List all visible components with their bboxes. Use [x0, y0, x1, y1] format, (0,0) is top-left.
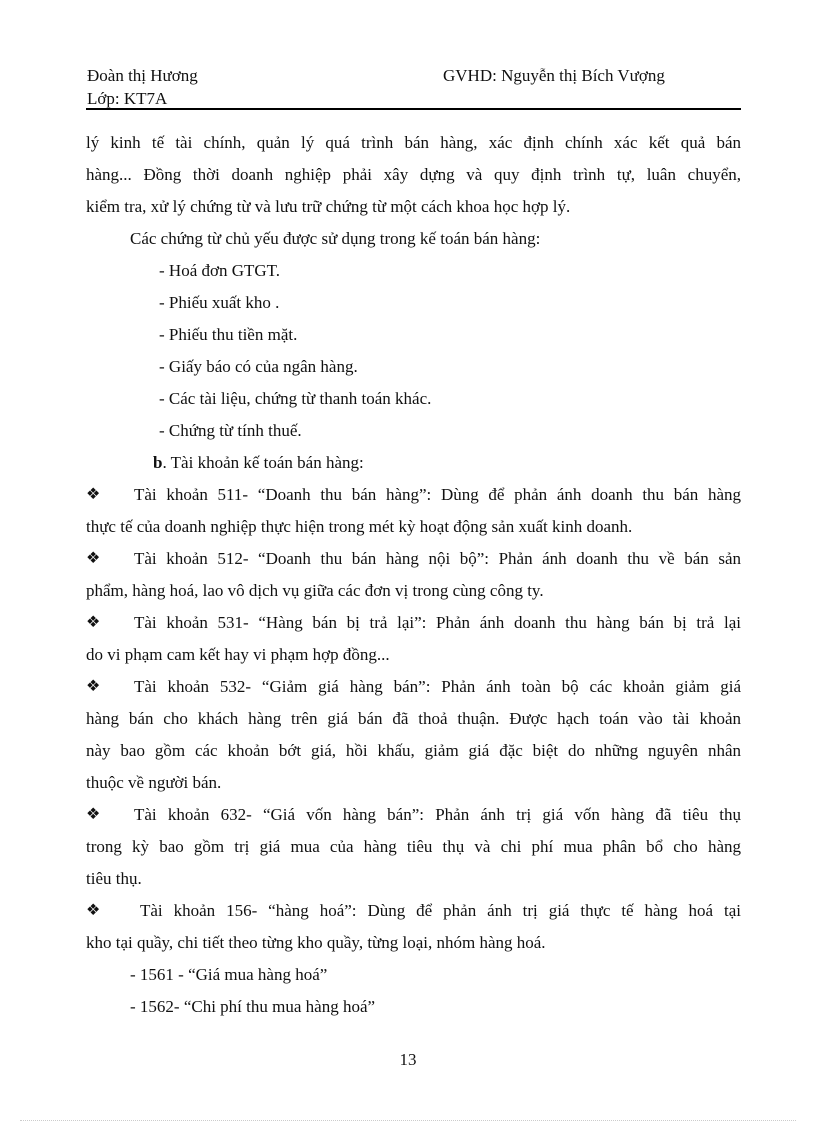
header-left [87, 64, 198, 110]
account-item [86, 671, 741, 703]
account-line: thuộc về người bán. [86, 773, 222, 792]
page-number: 13 [399, 1050, 417, 1069]
class-label: Lớp: KT7A [87, 89, 168, 108]
account-line: phẩm, hàng hoá, lao vô dịch vụ giữa các đơn vị trong cùng công ty. [86, 581, 544, 600]
document-item: - Các tài liệu, chứng từ thanh toán khác. [159, 389, 432, 408]
sub-account-item: - 1562- “Chi phí thu mua hàng hoá” [130, 997, 376, 1016]
page-edge-divider [20, 1120, 796, 1121]
advisor-name: GVHD: Nguyễn thị Bích Vượng [443, 66, 665, 85]
document-item: - Hoá đơn GTGT. [159, 261, 281, 280]
account-item [86, 479, 741, 511]
document-item: - Chứng từ tính thuế. [159, 421, 302, 440]
sub-account-item: - 1561 - “Giá mua hàng hoá” [130, 965, 328, 984]
account-title-line: Tài khoản 532- “Giảm giá hàng bán”: Phản ánh toàn bộ các khoản giảm giá [134, 677, 741, 696]
account-title-line: Tài khoản 512- “Doanh thu bán hàng nội bộ”: Phản ánh doanh thu về bán sản [134, 549, 741, 568]
section-heading [86, 447, 741, 479]
account-title-line: Tài khoản 156- “hàng hoá”: Dùng để phản ánh trị giá thực tế hàng hoá tại [140, 901, 741, 920]
document-item: - Phiếu thu tiền mặt. [159, 325, 298, 344]
account-line: thực tế của doanh nghiệp thực hiện trong mét kỳ hoạt động sản xuất kinh doanh. [86, 517, 633, 536]
account-line: do vi phạm cam kết hay vi phạm hợp đồng... [86, 645, 390, 664]
paragraph-line: kiểm tra, xử lý chứng từ và lưu trữ chứng từ một cách khoa học hợp lý. [86, 197, 571, 216]
account-line: tiêu thụ. [86, 869, 142, 888]
diamond-bullet-icon: ❖ [86, 486, 101, 503]
author-name: Đoàn thị Hương [87, 66, 198, 85]
account-item [86, 799, 741, 831]
diamond-bullet-icon: ❖ [86, 678, 101, 695]
section-letter: b [153, 453, 163, 472]
paragraph-line: lý kinh tế tài chính, quản lý quá trình bán hàng, xác định chính xác kết quả bán [86, 133, 741, 152]
account-item [86, 895, 741, 927]
account-title-line: Tài khoản 531- “Hàng bán bị trả lại”: Phản ánh doanh thu hàng bán bị trả lại [134, 613, 741, 632]
account-item [86, 543, 741, 575]
account-line: trong kỳ bao gồm trị giá mua của hàng tiêu thụ và chi phí mua phân bổ cho hàng [86, 837, 741, 856]
header-divider [86, 108, 741, 110]
diamond-bullet-icon: ❖ [86, 550, 101, 567]
page-body [86, 127, 741, 1023]
account-title-line: Tài khoản 632- “Giá vốn hàng bán”: Phản ánh trị giá vốn hàng đã tiêu thụ [134, 805, 741, 824]
section-title: . Tài khoản kế toán bán hàng: [162, 453, 364, 472]
documents-intro: Các chứng từ chủ yếu được sử dụng trong kế toán bán hàng: [130, 229, 541, 248]
document-item: - Giấy báo có của ngân hàng. [159, 357, 358, 376]
diamond-bullet-icon: ❖ [86, 902, 101, 919]
diamond-bullet-icon: ❖ [86, 614, 101, 631]
account-title-line: Tài khoản 511- “Doanh thu bán hàng”: Dùng để phản ánh doanh thu bán hàng [134, 485, 741, 504]
account-line: kho tại quầy, chi tiết theo từng kho quầy, từng loại, nhóm hàng hoá. [86, 933, 546, 952]
diamond-bullet-icon: ❖ [86, 806, 101, 823]
account-line: này bao gồm các khoản bớt giá, hồi khấu, giảm giá đặc biệt do những nguyên nhân [86, 741, 741, 760]
account-line: hàng bán cho khách hàng trên giá bán đã thoả thuận. Được hạch toán vào tài khoản [86, 709, 741, 728]
document-item: - Phiếu xuất kho . [159, 293, 280, 312]
account-item [86, 607, 741, 639]
paragraph-line: hàng... Đồng thời doanh nghiệp phải xây dựng và quy định trình tự, luân chuyển, [86, 165, 741, 184]
